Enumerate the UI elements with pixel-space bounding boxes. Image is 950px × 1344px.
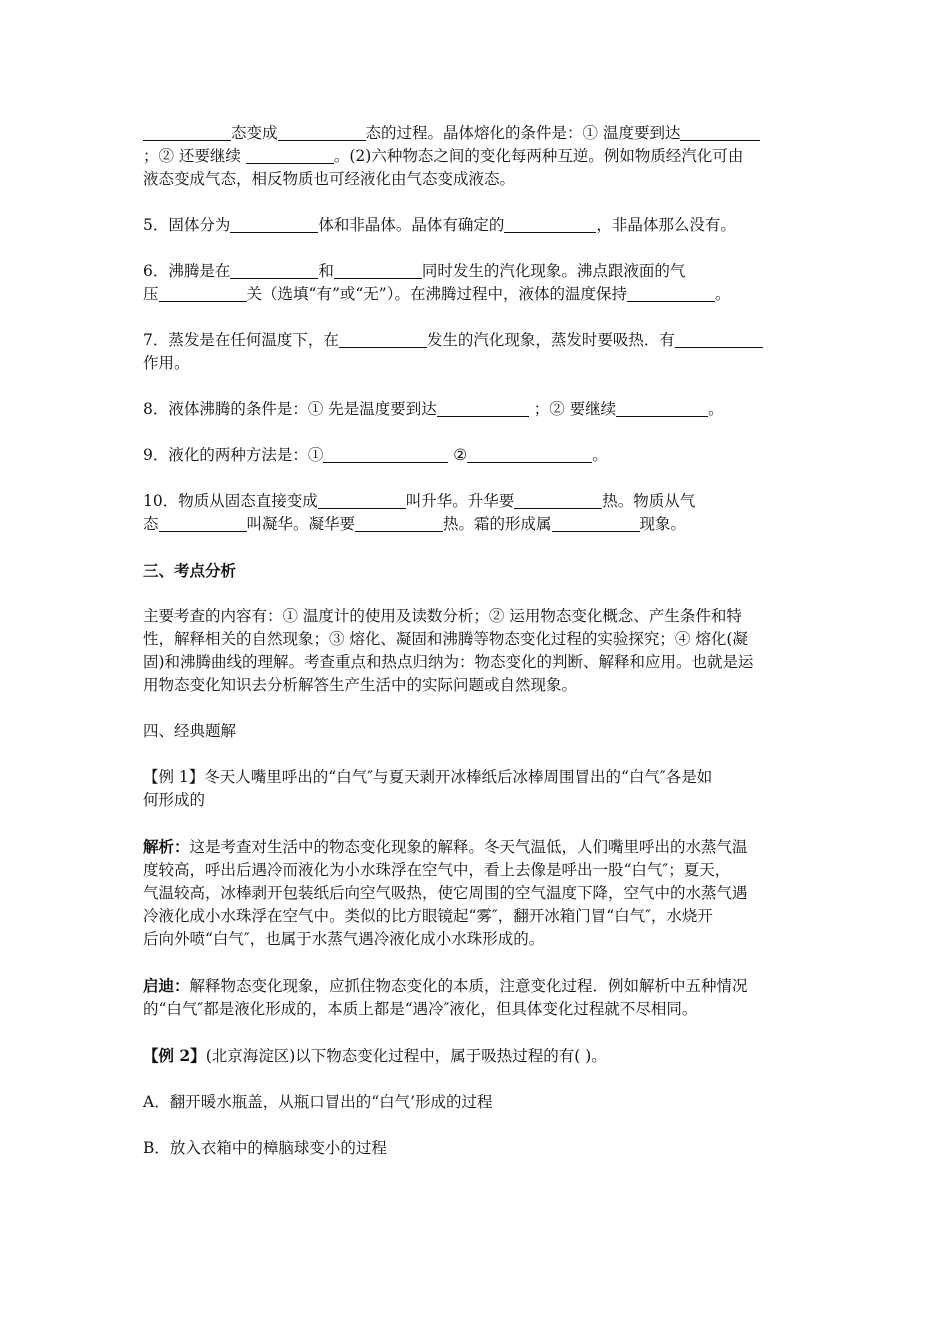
blank[interactable] — [467, 444, 592, 463]
text: 。 — [708, 400, 724, 418]
text: 体和非晶体。晶体有确定的 — [318, 216, 505, 234]
text: 10．物质从固态直接变成 — [143, 492, 318, 510]
question-8 — [143, 398, 808, 421]
text-line: 性，解释相关的自然现象；③ 熔化、凝固和沸腾等物态变化过程的实验探究；④ 熔化(凝 — [143, 630, 748, 648]
text-line: 用物态变化知识去分析解答生产生活中的实际问题或自然现象。 — [143, 676, 578, 694]
blank[interactable] — [246, 145, 334, 164]
text-line — [143, 444, 808, 467]
text: 态 — [143, 515, 159, 533]
blank[interactable] — [323, 444, 448, 463]
text: 叫凝华。凝华要 — [246, 515, 356, 533]
text: 热。霜的形成属 — [443, 515, 552, 533]
insight-paragraph — [143, 974, 808, 1021]
text: 态的过程。晶体熔化的条件是：① 温度要到达 — [365, 124, 681, 142]
text: 6．沸腾是在 — [143, 262, 231, 280]
text: ② — [448, 446, 468, 464]
text-line: 的“白气″都是液化形成的，本质上都是“遇冷″液化，但具体变化过程就不尽相同。 — [143, 1000, 698, 1018]
blank[interactable] — [159, 513, 247, 532]
blank[interactable] — [355, 513, 443, 532]
text-line — [143, 974, 808, 998]
text: 现象。 — [639, 515, 687, 533]
text-line: 固)和沸腾曲线的理解。考查重点和热点归纳为：物态变化的判断、解释和应用。也就是运 — [143, 653, 754, 671]
example-2 — [143, 1044, 808, 1068]
text: 同时发生的汽化现象。沸点跟液面的气 — [421, 262, 686, 280]
text: 。 — [714, 285, 731, 303]
text: 7．蒸发是在任何温度下，在 — [143, 331, 339, 349]
blank[interactable] — [339, 329, 427, 348]
text: 9．液化的两种方法是：① — [143, 446, 324, 464]
option-a: A．翻开暖水瓶盖，从瓶口冒出的“白气’形成的过程 — [143, 1093, 493, 1111]
example-1 — [143, 766, 808, 812]
text-line — [143, 283, 808, 306]
text-line: 气温较高，冰棒剥开包装纸后向空气吸热，使它周围的空气温度下降，空气中的水蒸气遇 — [143, 884, 748, 902]
text-line: 液态变成气态，相反物质也可经液化由气态变成液态。 — [143, 170, 516, 188]
text-line: 何形成的 — [143, 791, 206, 809]
text: 发生的汽化现象，蒸发时要吸热．有 — [426, 331, 675, 349]
blank[interactable] — [675, 329, 763, 348]
question-5 — [143, 214, 808, 237]
analysis-paragraph — [143, 835, 808, 951]
text: 关（选填“有”或“无”）。在沸腾过程中，液体的温度保持 — [246, 285, 627, 303]
text-line — [143, 329, 808, 352]
text-line — [143, 1044, 808, 1068]
blank[interactable] — [278, 122, 366, 141]
text: 。(2)六种物态之间的变化每两种互逆。例如物质经汽化可由 — [333, 147, 744, 165]
blank[interactable] — [230, 214, 318, 233]
blank[interactable] — [616, 398, 708, 417]
text: 8．液体沸腾的条件是：① 先是温度要到达 — [143, 400, 437, 418]
blank[interactable] — [552, 513, 640, 532]
text-line — [143, 122, 808, 145]
text: 压 — [143, 285, 159, 303]
text: 。 — [592, 446, 608, 464]
text-line — [143, 398, 808, 421]
text-line — [143, 835, 808, 859]
blank[interactable] — [143, 122, 231, 141]
section-heading-examples: 四、经典题解 — [143, 722, 237, 740]
paragraph-melting — [143, 122, 808, 191]
blank[interactable] — [437, 398, 529, 417]
text: 这是考查对生活中的物态变化现象的解释。冬天气温低，人们嘴里呼出的水蒸气温 — [189, 838, 748, 856]
text-line — [143, 214, 808, 237]
text-line: 后向外喷“白气″，也属于水蒸气遇冷液化成小水珠形成的。 — [143, 930, 545, 948]
document-page — [143, 122, 808, 1183]
blank[interactable] — [318, 490, 406, 509]
blank[interactable] — [159, 283, 247, 302]
example-2-label: 【例 2】 — [143, 1046, 206, 1065]
text-line — [143, 145, 808, 168]
text-line — [143, 260, 808, 283]
text: 叫升华。升华要 — [405, 492, 515, 510]
text: 解释物态变化现象，应抓住物态变化的本质，注意变化过程．例如解析中五种情况 — [189, 977, 748, 995]
text-line — [143, 490, 808, 513]
question-7 — [143, 329, 808, 375]
paragraph-exam-points — [143, 605, 808, 697]
text: ；② 要继续 — [528, 400, 617, 418]
blank[interactable] — [514, 490, 602, 509]
question-9 — [143, 444, 808, 467]
text-line: 【例 1】冬天人嘴里呼出的“白气″与夏天剥开冰棒纸后冰棒周围冒出的“白气″各是如 — [143, 768, 713, 786]
blank[interactable] — [504, 214, 596, 233]
analysis-label: 解析： — [143, 837, 190, 856]
text: 和 — [318, 262, 334, 280]
text: ，非晶体那么没有。 — [596, 216, 736, 234]
text-line: 冷液化成小水珠浮在空气中。类似的比方眼镜起“雾″，翻开冰箱门冒“白气″，水烧开 — [143, 907, 713, 925]
question-6 — [143, 260, 808, 306]
text: 5．固体分为 — [143, 216, 231, 234]
text: ；② 还要继续 — [143, 147, 246, 165]
option-b: B．放入衣箱中的樟脑球变小的过程 — [143, 1139, 387, 1157]
blank[interactable] — [230, 260, 318, 279]
blank[interactable] — [334, 260, 422, 279]
blank[interactable] — [627, 283, 715, 302]
text-line: 度较高，呼出后遇冷而液化为小水珠浮在空气中，看上去像是呼出一股“白气″；夏天， — [143, 861, 731, 879]
insight-label: 启迪： — [143, 976, 190, 995]
blank[interactable] — [680, 122, 760, 141]
text-line — [143, 513, 808, 536]
text: (北京海淀区)以下物态变化过程中，属于吸热过程的有( )。 — [205, 1047, 607, 1065]
text-line: 作用。 — [143, 354, 190, 372]
section-heading-analysis: 三、考点分析 — [143, 561, 237, 580]
text: 态变成 — [231, 124, 278, 142]
question-10 — [143, 490, 808, 536]
text: 热。物质从气 — [602, 492, 696, 510]
text-line: 主要考查的内容有：① 温度计的使用及读数分析；② 运用物态变化概念、产生条件和特 — [143, 607, 742, 625]
